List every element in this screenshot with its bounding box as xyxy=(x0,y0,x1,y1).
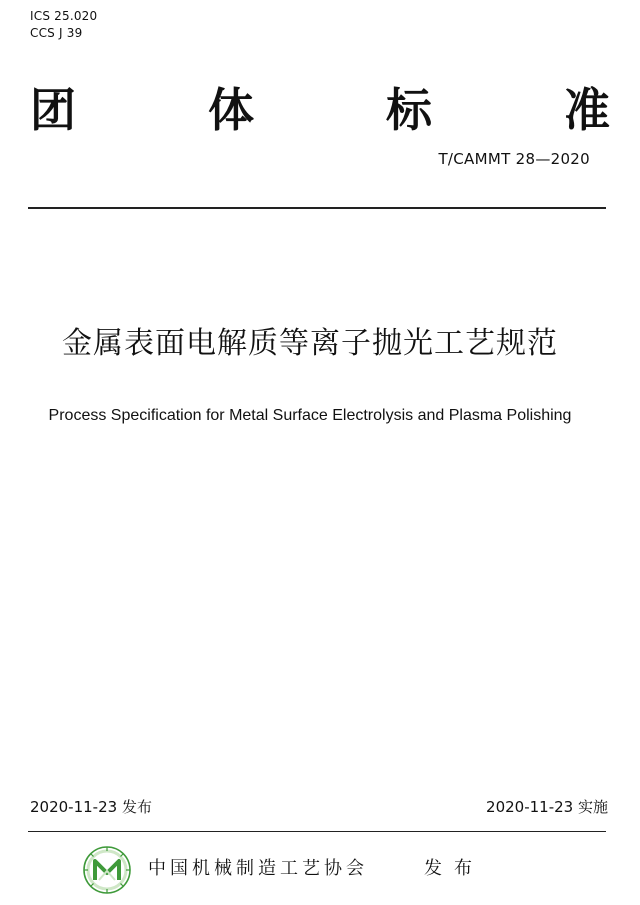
ics-code: ICS 25.020 xyxy=(30,9,98,23)
doc-type-char: 团 xyxy=(30,83,76,137)
header-divider xyxy=(28,207,606,209)
standard-number: T/CAMMT 28—2020 xyxy=(438,150,590,168)
title-chinese: 金属表面电解质等离子抛光工艺规范 xyxy=(62,326,558,361)
association-logo-icon xyxy=(82,845,132,895)
document-type-heading xyxy=(30,82,610,138)
publish-label: 发布 xyxy=(424,858,484,879)
ccs-code: CCS J 39 xyxy=(30,26,83,40)
issue-date: 2020-11-23 发布 xyxy=(30,798,152,816)
footer-divider xyxy=(28,831,606,832)
doc-type-char: 准 xyxy=(564,83,610,137)
classification-codes xyxy=(30,8,97,42)
doc-type-char: 标 xyxy=(386,83,432,137)
doc-type-char: 体 xyxy=(208,83,254,137)
title-english: Process Specification for Metal Surface Electrolysis and Plasma Polishing xyxy=(48,407,572,424)
implementation-date: 2020-11-23 实施 xyxy=(486,798,608,816)
publisher-name: 中国机械制造工艺协会 xyxy=(148,858,368,879)
